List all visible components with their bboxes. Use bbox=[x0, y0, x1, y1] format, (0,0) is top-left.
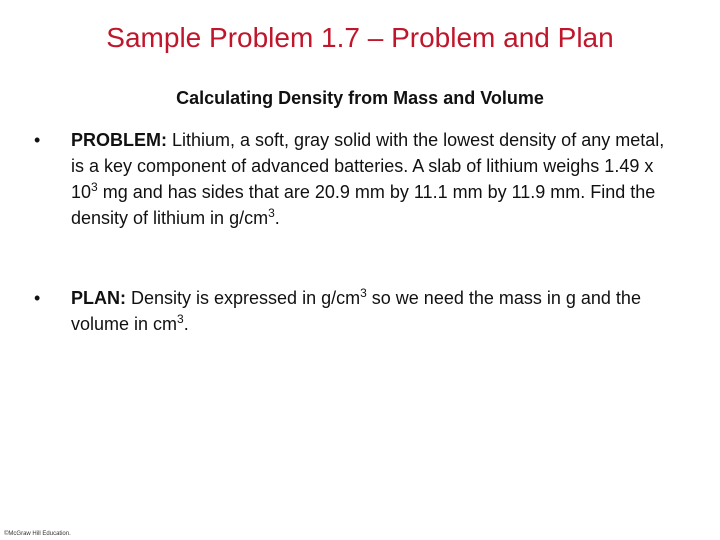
slide-subtitle: Calculating Density from Mass and Volume bbox=[176, 88, 544, 108]
problem-label: PROBLEM: bbox=[71, 130, 167, 150]
plan-bullet bbox=[34, 285, 674, 337]
problem-text-part-2: mg and has sides that are 20.9 mm by 11.1 mm by 11.9 mm. Find the density of lithium in g/cm bbox=[71, 182, 656, 228]
problem-exponent-2: 3 bbox=[268, 206, 275, 220]
copyright-notice: ©McGraw Hill Education. bbox=[4, 531, 71, 537]
problem-bullet bbox=[34, 127, 674, 231]
plan-text-part-3: . bbox=[183, 314, 189, 334]
plan-exponent-2: 3 bbox=[177, 312, 184, 326]
bullet-glyph: • bbox=[34, 288, 41, 308]
bullet-glyph: • bbox=[34, 130, 41, 150]
problem-text bbox=[71, 127, 674, 231]
problem-text-part-3: . bbox=[274, 208, 280, 228]
problem-exponent-1: 3 bbox=[91, 180, 98, 194]
plan-exponent-1: 3 bbox=[360, 286, 367, 300]
plan-label: PLAN: bbox=[71, 288, 126, 308]
plan-text-part-1: Density is expressed in g/cm bbox=[126, 288, 361, 308]
problem-text-part-1: Lithium, a soft, gray solid with the lowest density of any metal, is a key component of advanced batteries. A slab of lithium weighs 1.49 x 10 bbox=[71, 130, 665, 202]
plan-text bbox=[71, 285, 674, 337]
plan-text-part-2: so we need the mass in g and the volume in cm bbox=[71, 288, 641, 334]
slide-title: Sample Problem 1.7 – Problem and Plan bbox=[106, 22, 614, 53]
